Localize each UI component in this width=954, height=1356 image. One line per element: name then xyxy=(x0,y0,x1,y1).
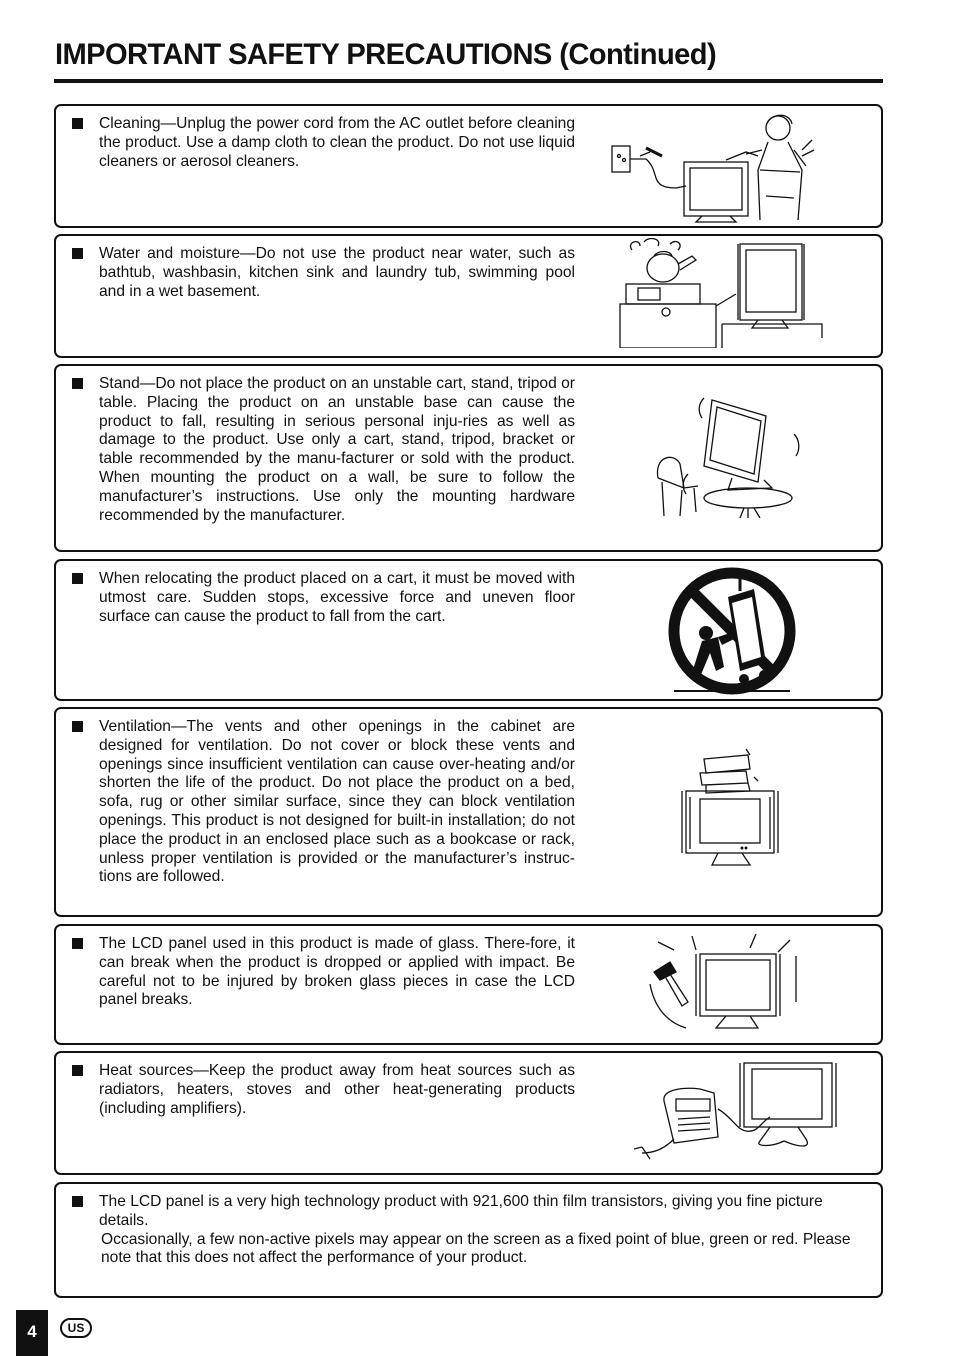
page-title: IMPORTANT SAFETY PRECAUTIONS (Continued) xyxy=(55,38,717,71)
precaution-box-lcd-glass xyxy=(54,924,883,1045)
precaution-box-stand xyxy=(54,364,883,552)
precaution-item xyxy=(72,115,575,171)
precaution-box-ventilation xyxy=(54,707,883,917)
broken-glass-illustration-icon xyxy=(646,932,826,1040)
square-bullet-icon xyxy=(72,248,83,259)
square-bullet-icon xyxy=(72,118,83,129)
precaution-box-water xyxy=(54,234,883,358)
precaution-text: Cleaning—Unplug the power cord from the AC outlet before cleaning the product. Use a damp cloth to clean the product. Do not use liquid cleaners or aerosol cleaners. xyxy=(99,115,575,170)
precaution-item xyxy=(72,1062,575,1118)
cleaning-illustration-icon xyxy=(606,110,816,224)
precaution-note: Occasionally, a few non-active pixels may appear on the screen as a fixed point of blue, green or red. Please note that this does not affect the performance of your product. xyxy=(101,1230,851,1267)
water-moisture-illustration-icon xyxy=(618,238,830,348)
precaution-box-lcd-pixels xyxy=(54,1182,883,1298)
precaution-item xyxy=(72,935,575,1010)
cart-warning-symbol-icon xyxy=(666,567,800,695)
precaution-box-heat xyxy=(54,1051,883,1175)
ventilation-illustration-icon xyxy=(676,741,782,871)
precaution-item xyxy=(72,375,575,525)
square-bullet-icon xyxy=(72,378,83,389)
precaution-text: Stand—Do not place the product on an unstable cart, stand, tripod or table. Placing the product on an unstable base can cause the product to fall, resulting in serious personal inju-ries as well as damage to the product. Use only a cart, stand, tripod, bracket or table recommended by the manu-facturer or sold with the product. When mounting the product on a wall, be sure to follow the manufacturer’s instructions. Use only the mounting hardware recommended by the manufacturer. xyxy=(99,375,575,524)
square-bullet-icon xyxy=(72,1065,83,1076)
page-number: 4 xyxy=(16,1310,48,1356)
region-badge: US xyxy=(60,1318,92,1338)
precaution-box-cleaning xyxy=(54,104,883,228)
square-bullet-icon xyxy=(72,1196,83,1207)
precaution-item xyxy=(72,1193,867,1268)
precaution-text: Water and moisture—Do not use the product near water, such as bathtub, washbasin, kitchen sink and laundry tub, swimming pool and in a wet basement. xyxy=(99,245,575,300)
precaution-text: The LCD panel used in this product is made of glass. There-fore, it can break when the product is dropped or applied with impact. Be careful not to be injured by broken glass pieces in case the LCD panel breaks. xyxy=(99,935,575,1009)
precaution-text: The LCD panel is a very high technology product with 921,600 thin film transistors, giving you fine picture details. xyxy=(99,1193,823,1229)
title-rule xyxy=(54,79,883,83)
square-bullet-icon xyxy=(72,721,83,732)
precaution-text: When relocating the product placed on a cart, it must be moved with utmost care. Sudden stops, excessive force and uneven floor surface can cause the product to fall from the cart. xyxy=(99,570,575,625)
square-bullet-icon xyxy=(72,938,83,949)
unstable-stand-illustration-icon xyxy=(654,394,804,518)
precaution-item xyxy=(72,718,575,887)
precaution-item xyxy=(72,245,575,301)
square-bullet-icon xyxy=(72,573,83,584)
precaution-text: Heat sources—Keep the product away from heat sources such as radiators, heaters, stoves and other heat-generating products (including amplifiers). xyxy=(99,1062,575,1117)
precaution-item xyxy=(72,570,575,626)
precaution-text: Ventilation—The vents and other openings in the cabinet are designed for ventilation. Do not cover or block these vents and openings since insufficient ventilation can cause over-heating and/or shorten the life of the product. Do not place the product on a bed, sofa, rug or other similar surface, since they can block ventilation openings. This product is not designed for built-in installation; do not place the product in an enclosed place such as a bookcase or rack, unless proper ventilation is provided or the manufacturer’s instruc-tions are followed. xyxy=(99,718,575,886)
precaution-box-cart xyxy=(54,559,883,701)
heat-source-illustration-icon xyxy=(634,1059,842,1167)
